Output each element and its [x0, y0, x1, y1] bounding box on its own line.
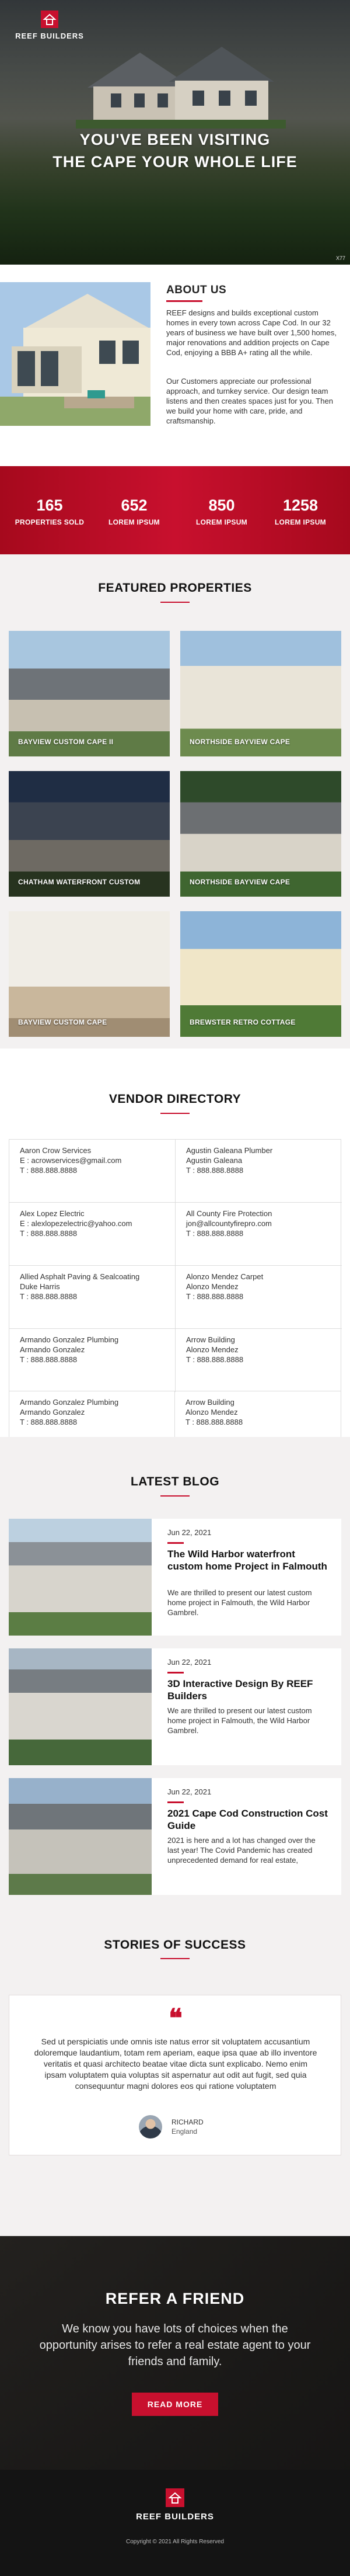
house-logo-icon	[41, 11, 58, 28]
vendor-name: Arrow Building	[186, 1398, 235, 1407]
about-section	[0, 265, 350, 466]
vendor-phone[interactable]: T : 888.888.8888	[20, 1229, 78, 1238]
testimonial-divider	[160, 1958, 190, 1959]
property-card[interactable]	[9, 771, 170, 897]
blog-heading: LATEST BLOG	[130, 1475, 220, 1488]
blog-title[interactable]: 2021 Cape Cod Construction Cost Guide	[167, 1808, 328, 1831]
hero-title	[0, 129, 350, 173]
vendor-heading: VENDOR DIRECTORY	[108, 1092, 242, 1106]
vendor-phone[interactable]: T : 888.888.8888	[186, 1418, 243, 1426]
refer-heading: REFER A FRIEND	[105, 2290, 245, 2307]
vendor-contact: Armando Gonzalez	[20, 1345, 85, 1354]
blog-divider	[160, 1495, 190, 1497]
vendor-name: Aaron Crow Services	[20, 1146, 92, 1155]
property-label: NORTHSIDE BAYVIEW CAPE	[190, 878, 290, 886]
testimonial-card	[9, 1995, 341, 2155]
vendor-name: All County Fire Protection	[186, 1209, 272, 1218]
vendor-name: Armando Gonzalez Plumbing	[20, 1335, 119, 1344]
blog-post[interactable]	[9, 1648, 341, 1765]
footer	[0, 2470, 350, 2576]
footer-copyright: Copyright © 2021 All Rights Reserved	[125, 2539, 224, 2545]
vendor-phone[interactable]: T : 888.888.8888	[186, 1166, 244, 1175]
hero-caption: X77	[335, 255, 345, 261]
hero-title-line1: YOU'VE BEEN VISITING	[79, 131, 271, 148]
hero-brand-name: REEF BUILDERS	[15, 32, 84, 40]
hero-banner	[0, 0, 350, 265]
featured-divider	[160, 602, 190, 603]
vendor-phone[interactable]: T : 888.888.8888	[20, 1292, 78, 1301]
vendor-entry	[176, 1140, 342, 1203]
vendor-contact: Alonzo Mendez	[186, 1345, 239, 1354]
hero-title-line2: THE CAPE YOUR WHOLE LIFE	[52, 153, 298, 171]
vendor-phone[interactable]: T : 888.888.8888	[20, 1166, 78, 1175]
blog-divider-line	[167, 1672, 184, 1674]
blog-title[interactable]: 3D Interactive Design By REEF Builders	[167, 1678, 313, 1702]
blog-date: Jun 22, 2021	[167, 1658, 212, 1667]
stat-label: LOREM IPSUM	[108, 518, 160, 526]
blog-excerpt: 2021 is here and a lot has changed over the last year! The Covid Pandemic has created unprecedented demand for real estate,	[167, 1836, 316, 1865]
stat-item	[178, 497, 265, 526]
vendor-contact: Alonzo Mendez	[186, 1282, 239, 1291]
vendor-contact: Duke Harris	[20, 1282, 60, 1291]
vendor-entry	[9, 1266, 176, 1329]
vendor-name: Agustin Galeana Plumber	[186, 1146, 273, 1155]
vendor-entry	[176, 1329, 342, 1392]
vendor-phone[interactable]: T : 888.888.8888	[20, 1418, 78, 1426]
vendor-entry	[175, 1391, 341, 1437]
vendor-phone[interactable]: T : 888.888.8888	[186, 1292, 244, 1301]
stat-label: LOREM IPSUM	[196, 518, 247, 526]
refer-section	[0, 2236, 350, 2470]
vendor-contact[interactable]: E : acrowservices@gmail.com	[20, 1156, 122, 1165]
vendor-contact: Alonzo Mendez	[186, 1408, 238, 1417]
vendor-name: Alex Lopez Electric	[20, 1209, 85, 1218]
stat-value: 165	[36, 497, 63, 514]
about-divider	[166, 300, 202, 302]
about-paragraph-1: REEF designs and builds exceptional custom homes in every town across Cape Cod. In our 32 years of business we have built over 1,500 homes, major renovations and addition projects on Cape Cod, enjoying a BBB A+ rating all the while.	[166, 308, 337, 357]
vendor-phone[interactable]: T : 888.888.8888	[186, 1355, 244, 1364]
hero-house-image	[76, 35, 286, 129]
vendor-contact[interactable]: E : alexlopezelectric@yahoo.com	[20, 1219, 132, 1228]
avatar	[139, 2115, 162, 2138]
featured-heading: FEATURED PROPERTIES	[98, 581, 252, 595]
vendor-phone[interactable]: T : 888.888.8888	[186, 1229, 244, 1238]
blog-date: Jun 22, 2021	[167, 1787, 212, 1796]
blog-post[interactable]	[9, 1519, 341, 1636]
vendor-name: Allied Asphalt Paving & Sealcoating	[20, 1272, 140, 1281]
stat-value: 652	[121, 497, 148, 514]
testimonial-name: RICHARD	[172, 2118, 204, 2126]
quote-icon: ❝	[169, 2004, 183, 2033]
blog-excerpt: We are thrilled to present our latest custom home project in Falmouth, the Wild Harbor Gambrel.	[167, 1588, 312, 1617]
property-label: BAYVIEW CUSTOM CAPE	[18, 1018, 107, 1026]
blog-post[interactable]	[9, 1778, 341, 1895]
vendor-grid	[9, 1139, 341, 1391]
property-card[interactable]	[180, 631, 341, 756]
stat-value: 1258	[282, 497, 318, 514]
property-label: BAYVIEW CUSTOM CAPE II	[18, 738, 114, 746]
footer-brand-name: REEF BUILDERS	[136, 2512, 214, 2522]
vendor-name: Arrow Building	[186, 1335, 235, 1344]
property-card[interactable]	[9, 631, 170, 756]
property-label: BREWSTER RETRO COTTAGE	[190, 1018, 296, 1026]
blog-divider-line	[167, 1801, 184, 1803]
vendor-name: Alonzo Mendez Carpet	[186, 1272, 264, 1281]
vendor-entry	[9, 1140, 176, 1203]
property-label: CHATHAM WATERFRONT CUSTOM	[18, 878, 141, 886]
testimonial-location: England	[172, 2127, 198, 2136]
blog-divider-line	[167, 1542, 184, 1544]
property-card[interactable]	[180, 911, 341, 1037]
blog-image	[9, 1648, 152, 1765]
blog-excerpt: We are thrilled to present our latest custom home project in Falmouth, the Wild Harbor Gambrel.	[167, 1706, 312, 1735]
stats-band	[0, 466, 350, 554]
vendor-entry	[176, 1266, 342, 1329]
stat-label: PROPERTIES SOLD	[15, 518, 85, 526]
vendor-section	[0, 1049, 350, 1437]
property-card[interactable]	[9, 911, 170, 1037]
vendor-entry	[9, 1329, 176, 1392]
blog-title[interactable]: The Wild Harbor waterfront custom home Project in Falmouth	[167, 1549, 327, 1572]
stat-item	[90, 497, 178, 526]
about-paragraph-2: Our Customers appreciate our professional approach, and turnkey service. Our design team listens and then creates spaces just for you. Then we build your home with care, pride, and craftsmanship.	[166, 377, 333, 425]
vendor-name: Armando Gonzalez Plumbing	[20, 1398, 119, 1407]
vendor-contact[interactable]: jon@allcountyfirepro.com	[186, 1219, 272, 1228]
about-heading: ABOUT US	[166, 284, 227, 296]
vendor-phone[interactable]: T : 888.888.8888	[20, 1355, 78, 1364]
stat-label: LOREM IPSUM	[275, 518, 326, 526]
read-more-button[interactable]: READ MORE	[132, 2393, 218, 2416]
property-label: NORTHSIDE BAYVIEW CAPE	[190, 738, 290, 746]
stat-item	[257, 497, 344, 526]
hero-logo[interactable]	[12, 11, 88, 46]
vendor-contact: Agustin Galeana	[186, 1156, 243, 1165]
property-card[interactable]	[180, 771, 341, 897]
house-logo-icon[interactable]	[166, 2488, 184, 2507]
vendor-contact: Armando Gonzalez	[20, 1408, 85, 1417]
stat-item	[6, 497, 93, 526]
about-house-photo	[0, 282, 150, 426]
vendor-entry	[9, 1203, 176, 1266]
vendor-entry	[9, 1391, 175, 1437]
vendor-divider	[160, 1113, 190, 1114]
refer-text: We know you have lots of choices when the opportunity arises to refer a real estate agent to your friends and family.	[39, 2322, 311, 2368]
stat-value: 850	[208, 497, 235, 514]
blog-image	[9, 1519, 152, 1636]
vendor-entry	[176, 1203, 342, 1266]
testimonial-heading: STORIES OF SUCCESS	[104, 1938, 246, 1952]
blog-date: Jun 22, 2021	[167, 1528, 212, 1537]
blog-image	[9, 1778, 152, 1895]
testimonial-text: Sed ut perspiciatis unde omnis iste natus error sit voluptatem accusantium doloremque laudantium, totam rem aperiam, eaque ipsa quae ab illo inventore veritatis et quasi architecto beatae vitae dicta sunt explicabo. Nemo enim ipsam voluptatem quia voluptas sit aspernatur aut odit aut fugit, sed quia consequuntur magni dolores eos qui ratione voluptatem	[34, 2037, 317, 2091]
